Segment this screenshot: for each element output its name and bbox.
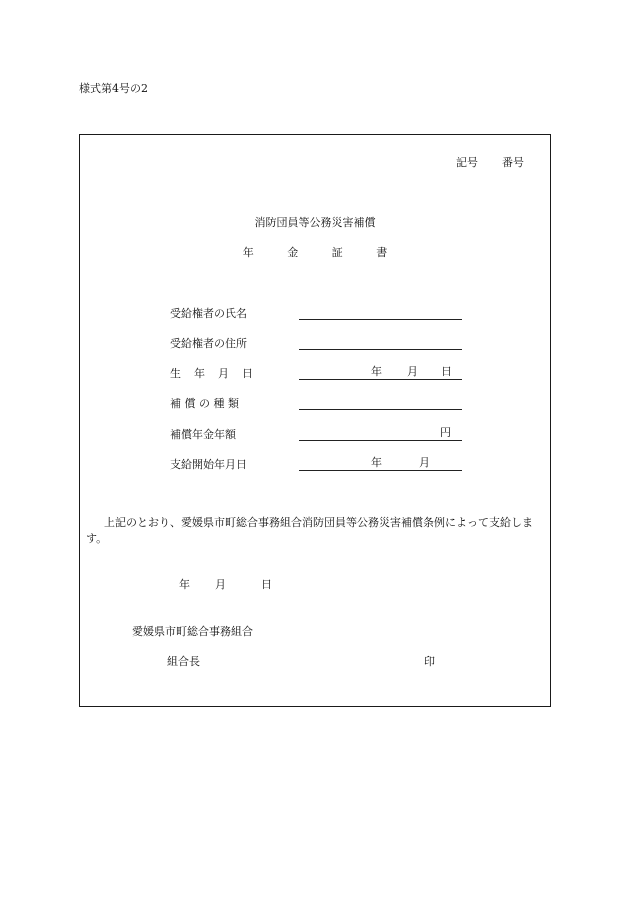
yen-unit: 円 [440, 426, 451, 439]
compensation-type-field[interactable] [299, 393, 462, 410]
recipient-name-label: 受給権者の氏名 [170, 307, 247, 320]
bango-label: 番号 [502, 156, 524, 169]
issue-month-unit: 月 [215, 578, 226, 591]
subtitle-char-3: 証 [331, 246, 343, 259]
birth-day-unit: 日 [441, 365, 452, 378]
start-date-label: 支給開始年月日 [170, 458, 247, 471]
recipient-name-field[interactable] [299, 303, 462, 320]
recipient-address-field[interactable] [299, 333, 462, 350]
subtitle-char-2: 金 [287, 246, 299, 259]
subtitle-char-1: 年 [242, 246, 254, 259]
birth-year-unit: 年 [371, 365, 382, 378]
kigo-label: 記号 [456, 156, 478, 169]
birth-date-label: 生 年 月 日 [170, 367, 254, 380]
seal-mark: 印 [424, 655, 435, 668]
subtitle-char-4: 書 [376, 246, 388, 259]
recipient-address-label: 受給権者の住所 [170, 337, 247, 350]
issue-day-unit: 日 [261, 578, 272, 591]
annual-amount-field[interactable] [299, 424, 462, 441]
certificate-subtitle [80, 244, 550, 260]
compensation-type-label: 補 償 の 種 類 [170, 397, 239, 410]
certificate-frame [79, 134, 551, 707]
start-month-unit: 月 [419, 456, 430, 469]
issuer-title: 組合長 [167, 655, 200, 668]
birth-date-field[interactable] [299, 363, 462, 380]
certificate-title: 消防団員等公務災害補償 [254, 216, 376, 229]
start-date-field[interactable] [299, 454, 462, 471]
issuer-organization: 愛媛県市町総合事務組合 [132, 625, 253, 638]
start-year-unit: 年 [371, 456, 382, 469]
annual-amount-label: 補償年金年額 [170, 428, 236, 441]
issue-year-unit: 年 [179, 578, 190, 591]
form-number: 様式第4号の2 [79, 82, 148, 95]
statement-text: 上記のとおり、愛媛県市町総合事務組合消防団員等公務災害補償条例によって支給します。 [86, 516, 533, 545]
birth-month-unit: 月 [407, 365, 418, 378]
